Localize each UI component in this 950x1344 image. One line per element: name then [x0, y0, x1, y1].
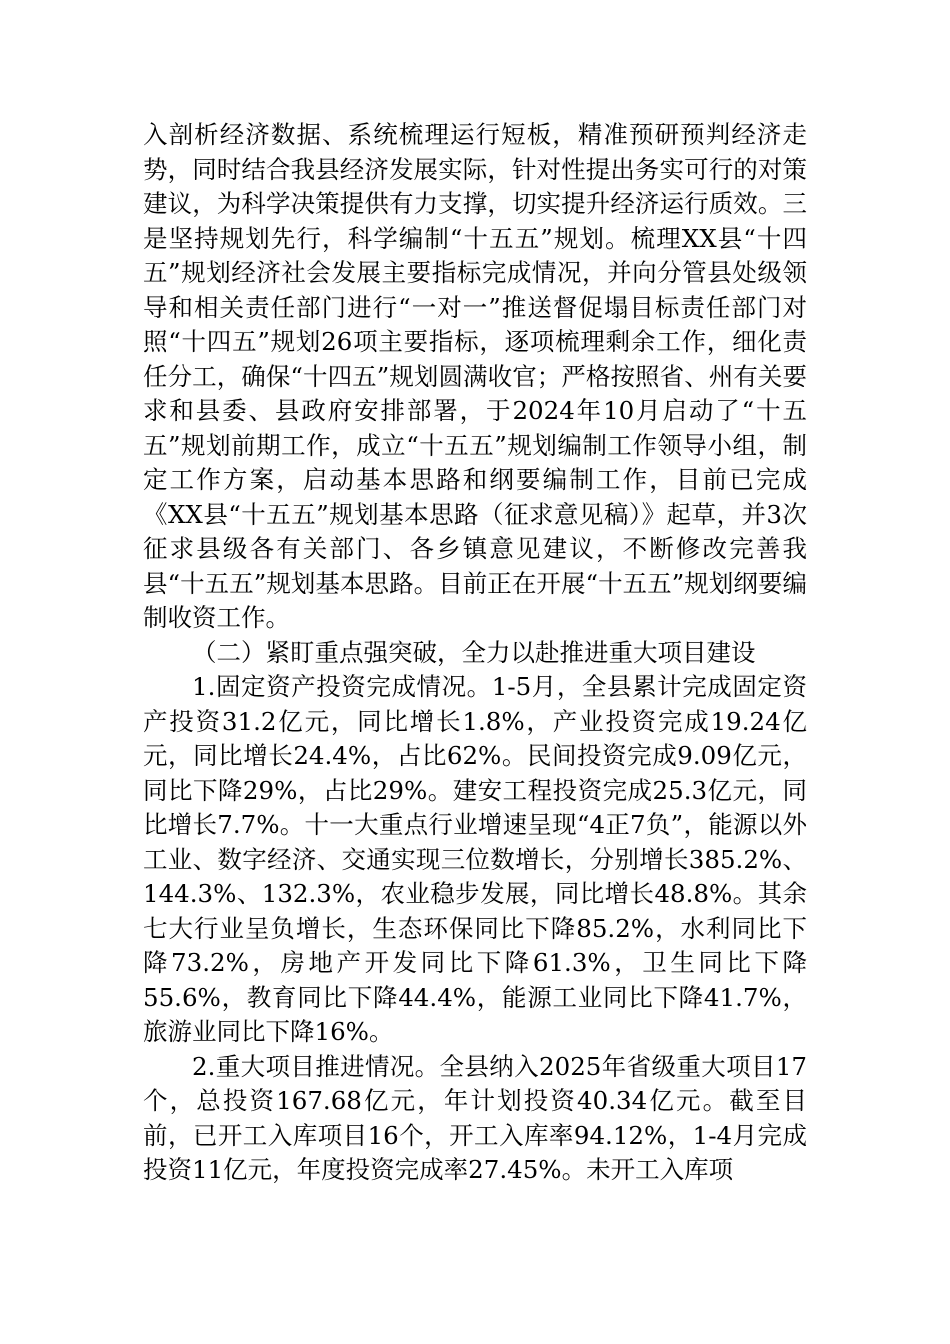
body-paragraph-major-projects: 2.重大项目推进情况。全县纳入2025年省级重大项目17个，总投资167.68亿元，年计划投资40.34亿元。截至目前，已开工入库项目16个，开工入库率94.12%，1-4月完成投资11亿元，年度投资完成率27.45%。未开工入库项 — [143, 1051, 807, 1184]
body-paragraph-continuation: 入剖析经济数据、系统梳理运行短板，精准预研预判经济走势，同时结合我县经济发展实际，针对性提出务实可行的对策建议，为科学决策提供有力支撑，切实提升经济运行质效。三是坚持规划先行，科学编制“十五五”规划。梳理XX县“十四五”规划经济社会发展主要指标完成情况，并向分管县处级领导和相关责任部门进行“一对一”推送督促塌目标责任部门对照“十四五”规划26项主要指标，逐项梳理剩余工作，细化责任分工，确保“十四五”规划圆满收官；严格按照省、州有关要求和县委、县政府安排部署，于2024年10月启动了“十五五”规划前期工作，成立“十五五”规划编制工作领导小组，制定工作方案，启动基本思路和纲要编制工作，目前已完成《XX县“十五五”规划基本思路（征求意见稿）》起草，并3次征求县级各有关部门、各乡镇意见建议，不断修改完善我县“十五五”规划基本思路。目前正在开展“十五五”规划纲要编制收资工作。 — [143, 120, 807, 632]
document-page — [143, 118, 807, 1188]
section-heading: （二）紧盯重点强突破，全力以赴推进重大项目建设 — [192, 637, 756, 667]
body-paragraph-fixed-asset-investment: 1.固定资产投资完成情况。1-5月，全县累计完成固定资产投资31.2亿元，同比增长1.8%，产业投资完成19.24亿元，同比增长24.4%，占比62%。民间投资完成9.09亿元，同比下降29%，占比29%。建安工程投资完成25.3亿元，同比增长7.7%。十一大重点行业增速呈现“4正7负”，能源以外工业、数字经济、交通实现三位数增长，分别增长385.2%、144.3%、132.3%，农业稳步发展，同比增长48.8%。其余七大行业呈负增长，生态环保同比下降85.2%，水利同比下降73.2%，房地产开发同比下降61.3%，卫生同比下降55.6%，教育同比下降44.4%，能源工业同比下降41.7%，旅游业同比下降16%。 — [143, 672, 807, 1046]
